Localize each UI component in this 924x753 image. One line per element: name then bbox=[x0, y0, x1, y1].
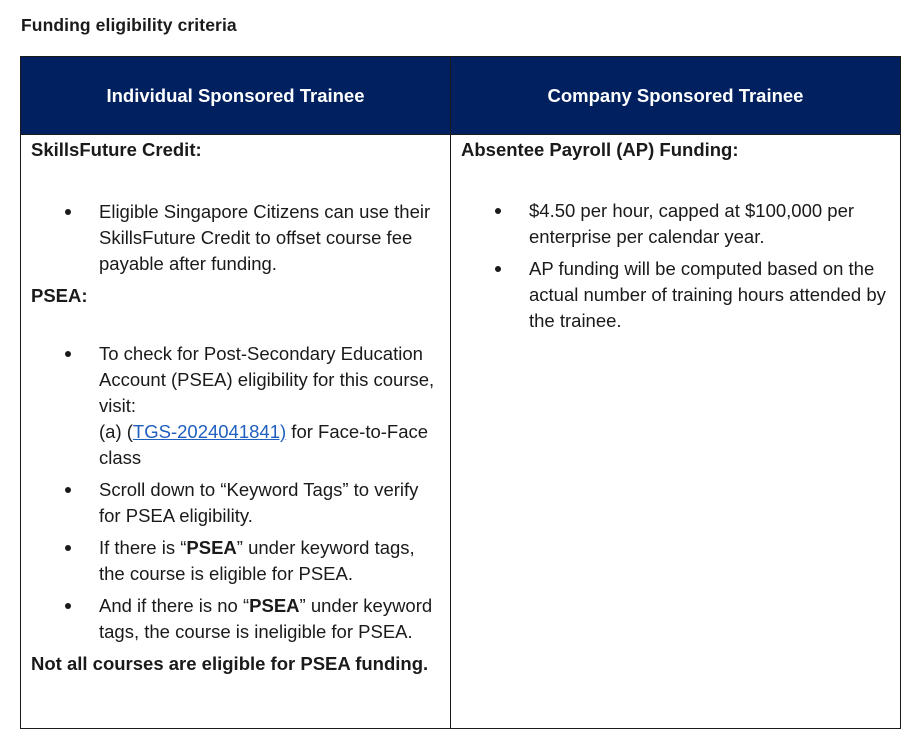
bullet-text: And if there is no “ bbox=[99, 595, 250, 616]
funding-table bbox=[20, 56, 901, 729]
psea-footnote: Not all courses are eligible for PSEA funding. bbox=[31, 653, 429, 674]
skillsfuture-list bbox=[31, 199, 440, 277]
skillsfuture-title: SkillsFuture Credit: bbox=[31, 139, 202, 160]
individual-cell bbox=[21, 135, 451, 729]
psea-keyword: PSEA bbox=[186, 537, 237, 558]
bullet-text: If there is “ bbox=[99, 537, 187, 558]
psea-check-text: To check for Post-Secondary Education Account (PSEA) eligibility for this course, visit: bbox=[99, 343, 435, 416]
list-item: $4.50 per hour, capped at $100,000 per enterprise per calendar year. bbox=[529, 198, 890, 250]
psea-list bbox=[31, 341, 440, 645]
list-item bbox=[99, 535, 440, 587]
psea-title: PSEA: bbox=[31, 285, 88, 306]
header-individual-sponsored: Individual Sponsored Trainee bbox=[21, 57, 451, 135]
list-item: Eligible Singapore Citizens can use their SkillsFuture Credit to offset course fee payable after funding. bbox=[99, 199, 440, 277]
list-item bbox=[99, 341, 440, 471]
header-company-sponsored: Company Sponsored Trainee bbox=[451, 57, 901, 135]
list-item: AP funding will be computed based on the actual number of training hours attended by the trainee. bbox=[529, 256, 890, 334]
psea-link-prefix: (a) ( bbox=[99, 421, 133, 442]
psea-link-suffix: for Face-to-Face class bbox=[99, 421, 429, 468]
table-row bbox=[21, 135, 901, 729]
tgs-course-link[interactable]: TGS-2024041841) bbox=[132, 421, 287, 442]
page-heading: Funding eligibility criteria bbox=[21, 15, 237, 35]
list-item: Scroll down to “Keyword Tags” to verify for PSEA eligibility. bbox=[99, 477, 440, 529]
list-item bbox=[99, 593, 440, 645]
psea-keyword: PSEA bbox=[249, 595, 300, 616]
company-cell bbox=[451, 135, 901, 729]
bullet-text: ” under keyword tags, the course is eligible for PSEA. bbox=[99, 537, 415, 584]
bullet-text: ” under keyword tags, the course is ineligible for PSEA. bbox=[99, 595, 433, 642]
absentee-payroll-list bbox=[461, 198, 890, 334]
absentee-payroll-title: Absentee Payroll (AP) Funding: bbox=[461, 139, 739, 160]
table-header-row bbox=[21, 57, 901, 135]
